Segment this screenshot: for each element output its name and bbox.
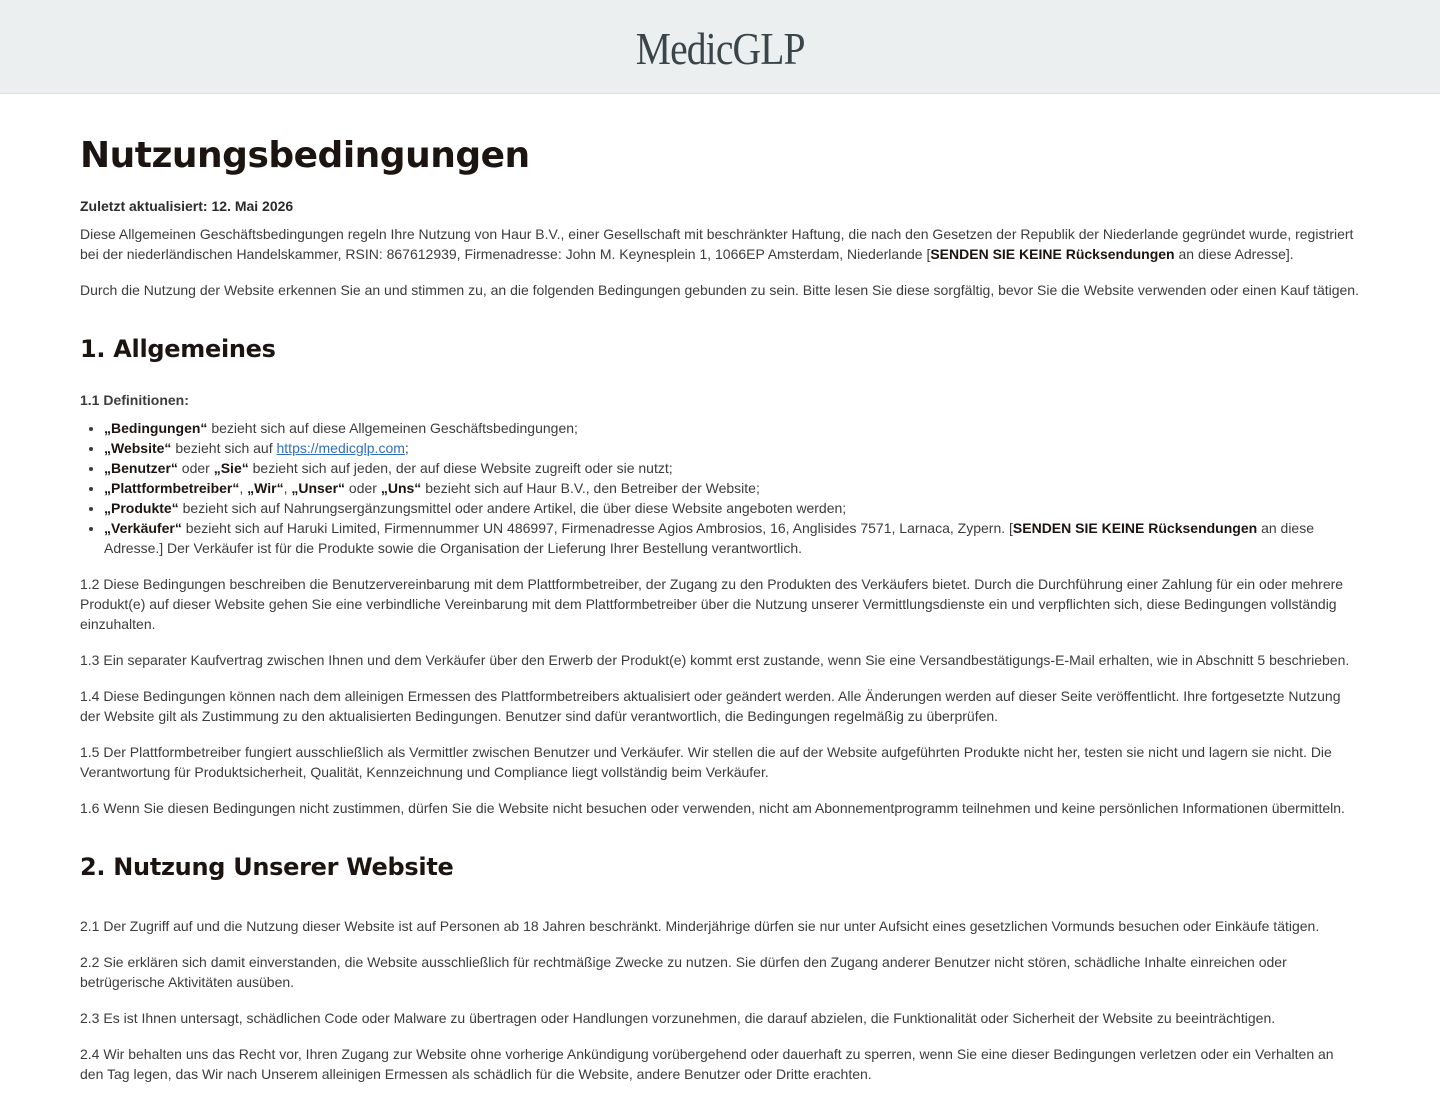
definition-item: • „Plattformbetreiber“, „Wir“, „Unser“ oder „Uns“ bezieht sich auf Haur B.V., den Betreiber der Website; — [104, 478, 1360, 498]
website-link[interactable]: https://medicglp.com — [276, 440, 405, 456]
clause-1-4: 1.4 Diese Bedingungen können nach dem alleinigen Ermessen des Plattformbetreibers aktualisiert oder geändert werden. Alle Änderungen werden auf dieser Seite veröffentlicht. Ihre fortgesetzte Nutzung der Website gilt als Zustimmung zu den aktualisierten Bedingungen. Benutzer sind dafür verantwortlich, die Bedingungen regelmäßig zu überprüfen. — [80, 688, 1341, 724]
clause-2-3: 2.3 Es ist Ihnen untersagt, schädlichen Code oder Malware zu übertragen oder Handlungen vorzunehmen, die darauf abzielen, die Funktionalität oder Sicherheit der Website zu beeinträchtigen. — [80, 1010, 1276, 1026]
clause-1-5: 1.5 Der Plattformbetreiber fungiert ausschließlich als Vermittler zwischen Benutzer und Verkäufer. Wir stellen die auf der Website aufgeführten Produkte nicht her, testen sie nicht und lagern sie nicht. Die Verantwortung für Produktsicherheit, Qualität, Kennzeichnung und Compliance liegt vollständig beim Verkäufer. — [80, 744, 1332, 780]
definition-item: • „Benutzer“ oder „Sie“ bezieht sich auf jeden, der auf diese Website zugreift oder sie nutzt; — [104, 458, 1360, 478]
clause-1-2: 1.2 Diese Bedingungen beschreiben die Benutzervereinbarung mit dem Plattformbetreiber, der Zugang zu den Produkten des Verkäufers bietet. Durch die Durchführung einer Zahlung für ein oder mehrere Produkt(e) auf dieser Website gehen Sie eine verbindliche Vereinbarung mit dem Plattformbetreiber über die Nutzung unserer Vermittlungsdienste ein und verpflichten sich, diese Bedingungen vollständig einzuhalten. — [80, 576, 1344, 632]
site-logo[interactable]: MedicGLP — [635, 22, 805, 74]
section-1-heading: 1. Allgemeines — [80, 335, 276, 363]
intro-paragraph-2: Durch die Nutzung der Website erkennen Sie an und stimmen zu, an die folgenden Bedingungen gebunden zu sein. Bitte lesen Sie diese sorgfältig, bevor Sie die Website verwenden oder einen Kauf tätigen. — [80, 282, 1359, 298]
no-returns-notice: SENDEN SIE KEINE Rücksendungen — [930, 246, 1175, 262]
clause-1-3: 1.3 Ein separater Kaufvertrag zwischen Ihnen und dem Verkäufer über den Erwerb der Produkt(e) kommt erst zustande, wenn Sie eine Versandbestätigungs-E-Mail erhalten, wie in Abschnitt 5 beschrieben. — [80, 652, 1350, 668]
terms-content — [0, 134, 1440, 1084]
definition-item: • „Verkäufer“ bezieht sich auf Haruki Limited, Firmennummer UN 486997, Firmenadresse Agios Ambrosios, 16, Anglisides 7571, Larnaca, Zypern. [SENDEN SIE KEINE Rücksendungen an diese Adresse.] Der Verkäufer ist für die Produkte sowie die Organisation der Lieferung Ihrer Bestellung verantwortlich. — [104, 518, 1360, 558]
section-2-heading: 2. Nutzung Unserer Website — [80, 853, 454, 881]
definition-item: • „Bedingungen“ bezieht sich auf diese Allgemeinen Geschäftsbedingungen; — [104, 418, 1360, 438]
clause-2-1: 2.1 Der Zugriff auf und die Nutzung dieser Website ist auf Personen ab 18 Jahren beschränkt. Minderjährige dürfen sie nur unter Aufsicht eines gesetzlichen Vormunds besuchen oder Einkäufe tätigen. — [80, 918, 1320, 934]
definition-item: • „Produkte“ bezieht sich auf Nahrungsergänzungsmittel oder andere Artikel, die über diese Website angeboten werden; — [104, 498, 1360, 518]
clause-1-6: 1.6 Wenn Sie diesen Bedingungen nicht zustimmen, dürfen Sie die Website nicht besuchen oder verwenden, nicht am Abonnementprogramm teilnehmen und keine persönlichen Informationen übermitteln. — [80, 800, 1345, 816]
site-header — [0, 0, 1440, 94]
clause-2-4: 2.4 Wir behalten uns das Recht vor, Ihren Zugang zur Website ohne vorherige Ankündigung vorübergehend oder dauerhaft zu sperren, wenn Sie eine dieser Bedingungen verletzen oder ein Verhalten an den Tag legen, das Wir nach Unserem alleinigen Ermessen als schädlich für die Website, andere Benutzer oder Dritte erachten. — [80, 1046, 1334, 1082]
clause-2-2: 2.2 Sie erklären sich damit einverstanden, die Website ausschließlich für rechtmäßige Zwecke zu nutzen. Sie dürfen den Zugang anderer Benutzer nicht stören, schädliche Inhalte einreichen oder betrügerische Aktivitäten ausüben. — [80, 954, 1287, 990]
last-updated: Zuletzt aktualisiert: 12. Mai 2026 — [80, 198, 294, 214]
definitions-heading: 1.1 Definitionen: — [80, 392, 189, 408]
definitions-list — [80, 418, 1360, 558]
page-title: Nutzungsbedingungen — [80, 135, 530, 176]
definition-item: • „Website“ bezieht sich auf https://medicglp.com; — [104, 438, 1360, 458]
intro-paragraph-1: Diese Allgemeinen Geschäftsbedingungen regeln Ihre Nutzung von Haur B.V., einer Gesellschaft mit beschränkter Haftung, die nach den Gesetzen der Republik der Niederlande gegründet wurde, registriert bei der niederländischen Handelskammer, RSIN: 867612939, Firmenadresse: John M. Keynesplein 1, 1066EP Amsterdam, Niederlande [SENDEN SIE KEINE Rücksendungen an diese Adresse]. — [80, 226, 1354, 262]
